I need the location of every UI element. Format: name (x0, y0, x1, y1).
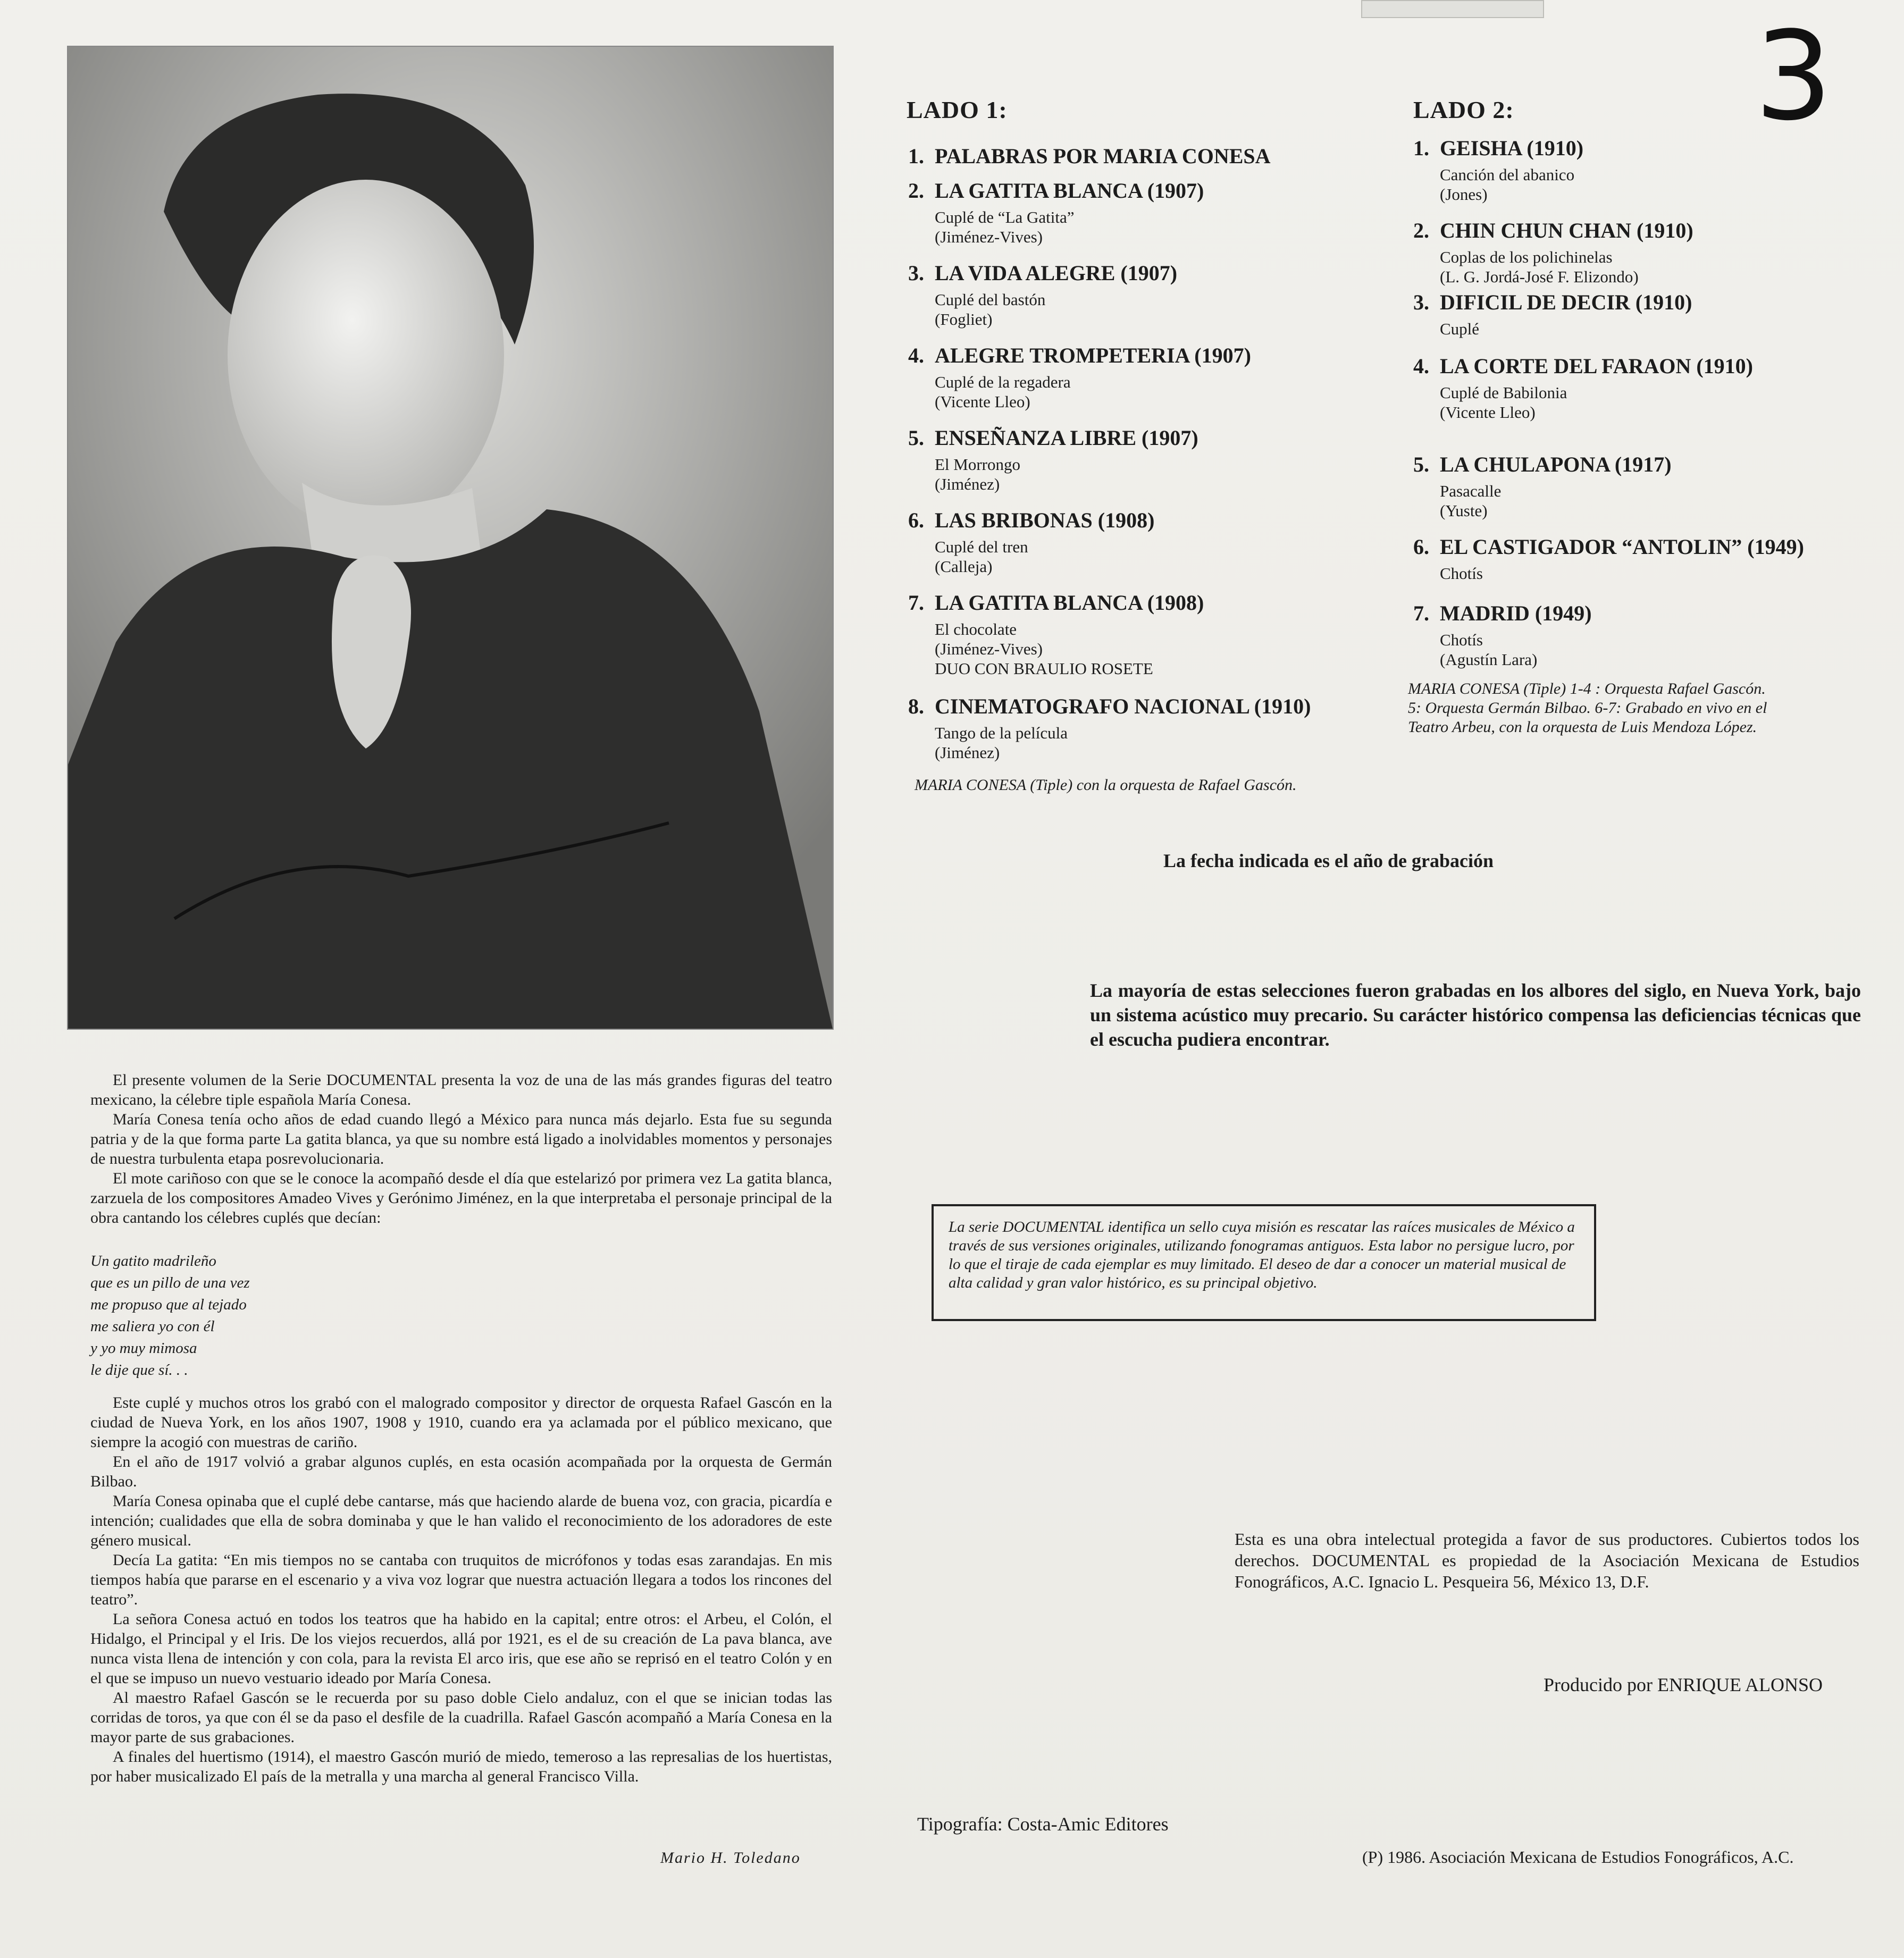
bio-paragraph: Al maestro Rafael Gascón se le recuerda por su paso doble Cielo andaluz, con el que se inician todas las corridas de toros, ya que con él se da paso el desfile de la cuadrilla. Rafael Gascón acompañó a María Conesa en la mayor parte de sus grabaciones. (90, 1689, 832, 1746)
bio-author: Mario H. Toledano (660, 1849, 801, 1867)
bio-main (90, 1393, 832, 1786)
verse-line: me saliera yo con él (90, 1318, 215, 1335)
bio-paragraph: Decía La gatita: “En mis tiempos no se cantaba con truquitos de micrófonos y todas esas zarandajas. En mis tiempos había que pararse en el escenario y a viva voz lograr que nuestra actuación llegara a todos los rincones del teatro”. (90, 1551, 832, 1608)
track-number: 4. (1413, 354, 1429, 378)
track-title: ALEGRE TROMPETERIA (1907) (935, 343, 1251, 367)
track-number: 5. (908, 426, 924, 450)
track-number: 5. (1413, 452, 1429, 476)
bio-paragraph: María Conesa tenía ocho años de edad cuando llegó a México para nunca más dejarlo. Esta fue su segunda patria y de la que forma parte La gatita blanca, ya que su nombre está ligado a inolvidables momentos y personajes de nuestra turbulenta etapa posrevolucionaria. (90, 1111, 832, 1167)
track-detail: (Calleja) (935, 557, 993, 576)
side-2-credit-line: MARIA CONESA (Tiple) 1-4 : Orquesta Rafael Gascón. (1408, 680, 1766, 698)
track-detail: DUO CON BRAULIO ROSETE (935, 659, 1153, 678)
track-detail: (Yuste) (1440, 501, 1488, 520)
track-number: 6. (908, 508, 924, 532)
date-note: La fecha indicada es el año de grabación (1163, 850, 1494, 871)
portrait-illustration (68, 47, 833, 1029)
track-title: DIFICIL DE DECIR (1910) (1440, 290, 1692, 314)
side-1-credit: MARIA CONESA (Tiple) con la orquesta de Rafael Gascón. (915, 776, 1297, 794)
track-number: 7. (908, 591, 924, 615)
track-number: 6. (1413, 535, 1429, 559)
side-2-credit-line: Teatro Arbeu, con la orquesta de Luis Mendoza López. (1408, 718, 1757, 736)
track-number: 4. (908, 343, 924, 367)
track-detail: Cuplé (1440, 320, 1480, 338)
verse-line: me propuso que al tejado (90, 1296, 247, 1313)
track-detail: (Agustín Lara) (1440, 650, 1538, 669)
track-detail: Cuplé de “La Gatita” (935, 208, 1075, 226)
track-title: CHIN CHUN CHAN (1910) (1440, 219, 1693, 242)
track-number: 2. (908, 179, 924, 203)
track-detail: (Jiménez) (935, 743, 1000, 762)
verse-line: Un gatito madrileño (90, 1253, 216, 1270)
side-2-heading: LADO 2: (1413, 96, 1514, 123)
verse-line: y yo muy mimosa (90, 1340, 197, 1357)
track-title: LA GATITA BLANCA (1907) (935, 179, 1204, 203)
track-detail: Cuplé de Babilonia (1440, 383, 1567, 402)
bio-paragraph: En el año de 1917 volvió a grabar algunos cuplés, en esta ocasión acompañada por la orquesta de Germán Bilbao. (90, 1453, 832, 1490)
rights-notice: Esta es una obra intelectual protegida a favor de sus productores. Cubiertos todos los derechos. DOCUMENTAL es propiedad de la Asociación Mexicana de Estudios Fonográficos, A.C. Ignacio L. Pesqueira 56, México 13, D.F. (1235, 1530, 1859, 1591)
track-number: 3. (1413, 290, 1429, 314)
track-number: 8. (908, 694, 924, 718)
track-title: MADRID (1949) (1440, 601, 1592, 625)
side-2-credit-line: 5: Orquesta Germán Bilbao. 6-7: Grabado en vivo en el (1408, 699, 1767, 717)
track-number: 3. (908, 261, 924, 285)
track-detail: Cuplé de la regadera (935, 373, 1071, 391)
verse-line: le dije que sí. . . (90, 1362, 188, 1379)
copyright-line: (P) 1986. Asociación Mexicana de Estudios Fonográficos, A.C. (1362, 1847, 1794, 1867)
track-detail: El Morrongo (935, 455, 1021, 474)
track-detail: Tango de la película (935, 724, 1068, 742)
track-detail: Chotís (1440, 631, 1483, 649)
track-number: 1. (1413, 136, 1429, 160)
recording-note: La mayoría de estas selecciones fueron grabadas en los albores del siglo, en Nueva York, bajo un sistema acústico muy precario. Su carácter histórico compensa las deficiencias técnicas que el escucha pudiera encontrar. (1090, 980, 1861, 1050)
track-detail: Cuplé del tren (935, 537, 1028, 556)
track-detail: (L. G. Jordá-José F. Elizondo) (1440, 267, 1639, 286)
track-detail: Coplas de los polichinelas (1440, 248, 1613, 266)
bio-paragraph: El presente volumen de la Serie DOCUMENTAL presenta la voz de una de las más grandes figuras del teatro mexicano, la célebre tiple española María Conesa. (90, 1071, 832, 1108)
track-title: LA CHULAPONA (1917) (1440, 452, 1672, 476)
handwritten-number: 3 (1755, 6, 1833, 148)
side-2-credit (1408, 679, 1767, 737)
track-detail: Pasacalle (1440, 482, 1502, 500)
track-title: LAS BRIBONAS (1908) (935, 508, 1155, 532)
bio-paragraph: Este cuplé y muchos otros los grabó con el malogrado compositor y director de orquesta Rafael Gascón en la ciudad de Nueva York, en los años 1907, 1908 y 1910, cuando era ya aclamada por el público mexicano, que siempre la acogió con muestras de cariño. (90, 1394, 832, 1451)
bio-paragraph: A finales del huertismo (1914), el maestro Gascón murió de miedo, temeroso a las represalias de los huertistas, por haber musicalizado El país de la metralla y una marcha al general Francisco Villa. (90, 1748, 832, 1785)
track-detail: (Vicente Lleo) (935, 392, 1030, 411)
bio-intro (90, 1070, 832, 1228)
cuple-verse (90, 1250, 250, 1381)
track-title: ENSEÑANZA LIBRE (1907) (935, 426, 1198, 450)
track-detail: (Fogliet) (935, 310, 993, 329)
track-detail: Cuplé del bastón (935, 290, 1046, 309)
track-title: CINEMATOGRAFO NACIONAL (1910) (935, 694, 1311, 718)
tape-strip (1361, 0, 1544, 18)
series-description-box: La serie DOCUMENTAL identifica un sello cuya misión es rescatar las raíces musicales de México a través de sus versiones originales, utilizando fonogramas antiguos. Esta labor no persigue lucro, por lo que el tiraje de cada ejemplar es muy limitado. El deseo de dar a conocer un material musical de alta calidad y gran valor histórico, es su principal objetivo. (932, 1204, 1596, 1321)
face-shape (228, 180, 504, 531)
track-detail: (Jiménez-Vives) (935, 228, 1043, 246)
portrait-photo (67, 46, 834, 1030)
bio-paragraph: La señora Conesa actuó en todos los teatros que ha habido en la capital; entre otros: el Arbeu, el Colón, el Hidalgo, el Principal y el Iris. De los viejos recuerdos, allá por 1921, es el de su creación de La pava blanca, ave nunca vista llena de intención y con cola, para la revista El arco iris, que ese año se reprisó en el teatro Colón y en el que se impuso un nuevo vestuario ideado por María Conesa. (90, 1610, 832, 1687)
track-detail: (Vicente Lleo) (1440, 403, 1536, 422)
track-detail: Canción del abanico (1440, 165, 1575, 184)
verse-line: que es un pillo de una vez (90, 1274, 250, 1291)
bio-paragraph: María Conesa opinaba que el cuplé debe cantarse, más que haciendo alarde de buena voz, con gracia, picardía e intención; cualidades que ella de sobra dominaba y que le han valido el reconocimiento de los adoradores de este género musical. (90, 1492, 832, 1549)
side-1-heading: LADO 1: (907, 96, 1008, 123)
typography-credit: Tipografía: Costa-Amic Editores (917, 1813, 1169, 1835)
track-detail: Chotís (1440, 564, 1483, 583)
track-number: 2. (1413, 219, 1429, 242)
bio-paragraph: El mote cariñoso con que se le conoce la acompañó desde el día que estelarizó por primera vez La gatita blanca, zarzuela de los compositores Amadeo Vives y Gerónimo Jiménez, en la que interpretaba el personaje principal de la obra cantando los célebres cuplés que decían: (90, 1170, 832, 1226)
track-title: LA CORTE DEL FARAON (1910) (1440, 354, 1754, 378)
track-detail: El chocolate (935, 620, 1017, 638)
producer-credit: Producido por ENRIQUE ALONSO (1544, 1674, 1823, 1695)
track-title: LA VIDA ALEGRE (1907) (935, 261, 1178, 285)
track-detail: (Jones) (1440, 185, 1488, 204)
track-title: EL CASTIGADOR “ANTOLIN” (1949) (1440, 535, 1804, 559)
track-detail: (Jiménez-Vives) (935, 640, 1043, 658)
track-title: LA GATITA BLANCA (1908) (935, 591, 1204, 615)
track-title: PALABRAS POR MARIA CONESA (935, 144, 1271, 168)
track-title: GEISHA (1910) (1440, 136, 1584, 160)
track-detail: (Jiménez) (935, 475, 1000, 493)
track-number: 7. (1413, 601, 1429, 625)
track-number: 1. (908, 144, 924, 168)
